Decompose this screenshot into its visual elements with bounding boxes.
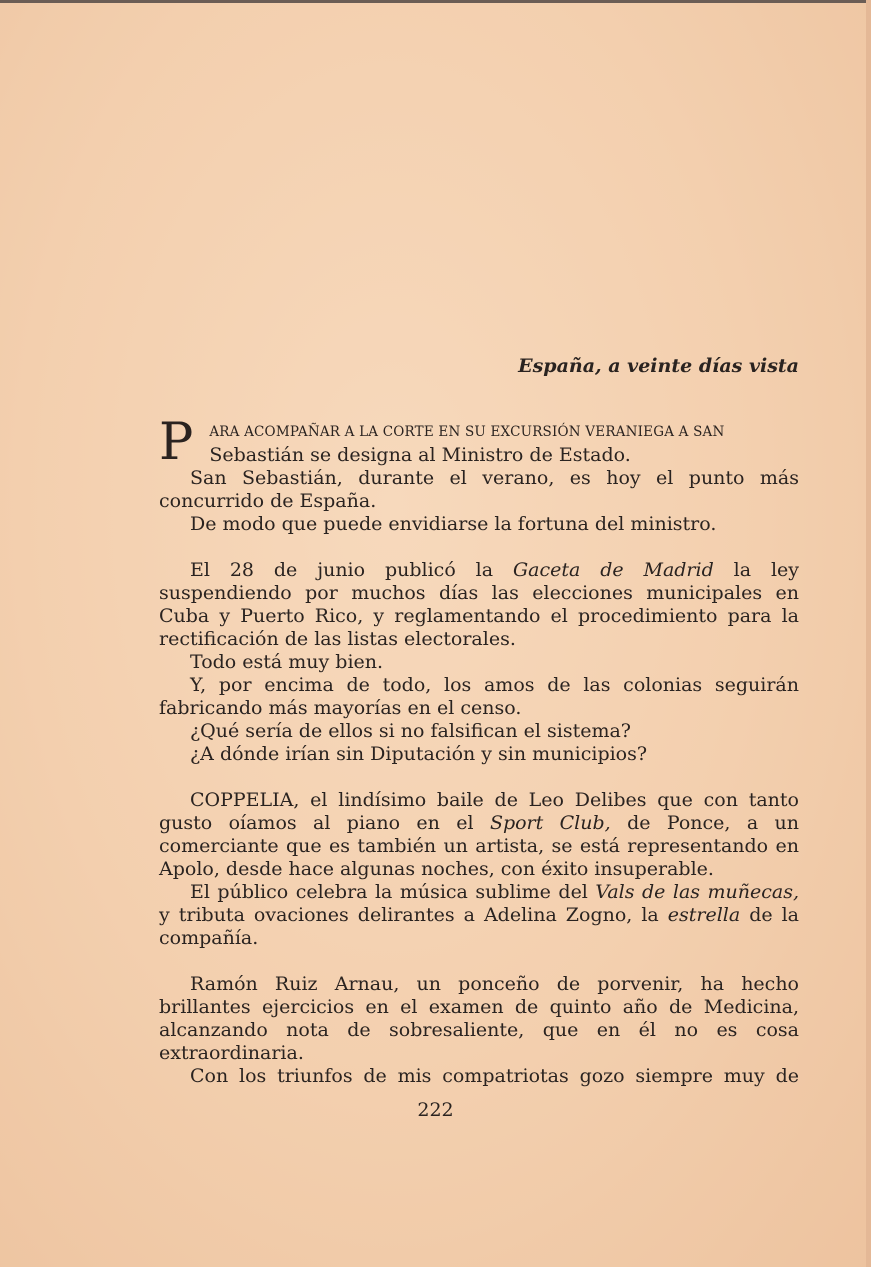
paragraph [159, 881, 799, 950]
paragraph: Todo está muy bien. [190, 651, 384, 673]
text-run: COPPELIA, el lindísimo baile de Leo Delibes que con tanto gusto oíamos al piano en el [159, 789, 799, 834]
paragraph: ¿A dónde irían sin Diputación y sin municipios? [190, 743, 648, 765]
text-run: y tributa ovaciones delirantes a Adelina Zogno, la [159, 904, 668, 926]
page-number: 222 [417, 1099, 454, 1121]
smallcaps-tail: AN [702, 424, 725, 440]
text-run: de la compañía. [159, 904, 800, 949]
text-run: la ley suspendiendo por muchos días las elecciones municipales en Cuba y Puerto Rico, y reglamentando el procedimiento para la rectificación de las listas electorales. [159, 559, 800, 650]
paragraph: Ramón Ruiz Arnau, un ponceño de porvenir, ha hecho brillantes ejercicios en el examen de quinto año de Medicina, alcanzando nota de sobresaliente, que en él no es cosa extraordinaria. [159, 973, 799, 1064]
italic-word: estrella [667, 904, 741, 926]
paragraph: De modo que puede envidiarse la fortuna del ministro. [190, 513, 717, 535]
page-body [159, 355, 799, 1088]
text-run: El público celebra la música sublime del [190, 881, 596, 903]
opening-line [209, 419, 724, 441]
opening-paragraph [159, 413, 799, 472]
paragraph [159, 789, 799, 881]
italic-title: Gaceta de Madrid [512, 559, 714, 581]
paragraph: Con los triunfos de mis compatriotas gozo siempre muy de [190, 1065, 799, 1087]
smallcaps-lead: ARA ACOMPAÑAR A LA CORTE EN SU EXCURSIÓN VERANIEGA A S [209, 424, 703, 440]
text-run: de Ponce, a un comerciante que es también un artista, se está representando en Apolo, desde hace algunas noches, con éxito insuperable. [159, 812, 799, 880]
paragraph: Y, por encima de todo, los amos de las colonias seguirán fabricando más mayorías en el censo. [159, 674, 799, 719]
italic-title: Vals de las muñecas, [595, 881, 799, 903]
section-3 [159, 789, 799, 950]
section-1 [159, 413, 799, 536]
drop-cap: P [159, 413, 194, 472]
section-heading: España, a veinte días vista [518, 355, 799, 377]
italic-title: Sport Club, [489, 812, 611, 834]
text-run: El 28 de junio publicó la [190, 559, 513, 581]
page-top-edge [0, 0, 871, 3]
section-4 [159, 973, 799, 1088]
page-right-edge [866, 0, 871, 1267]
section-2 [159, 559, 799, 766]
paragraph: San Sebastián, durante el verano, es hoy el punto más concurrido de España. [159, 467, 799, 512]
paragraph [159, 559, 799, 651]
paragraph: ¿Qué sería de ellos si no falsifican el sistema? [190, 720, 631, 742]
opening-line-2: Sebastián se designa al Ministro de Estado. [209, 444, 631, 466]
page-number-row [0, 1099, 871, 1121]
